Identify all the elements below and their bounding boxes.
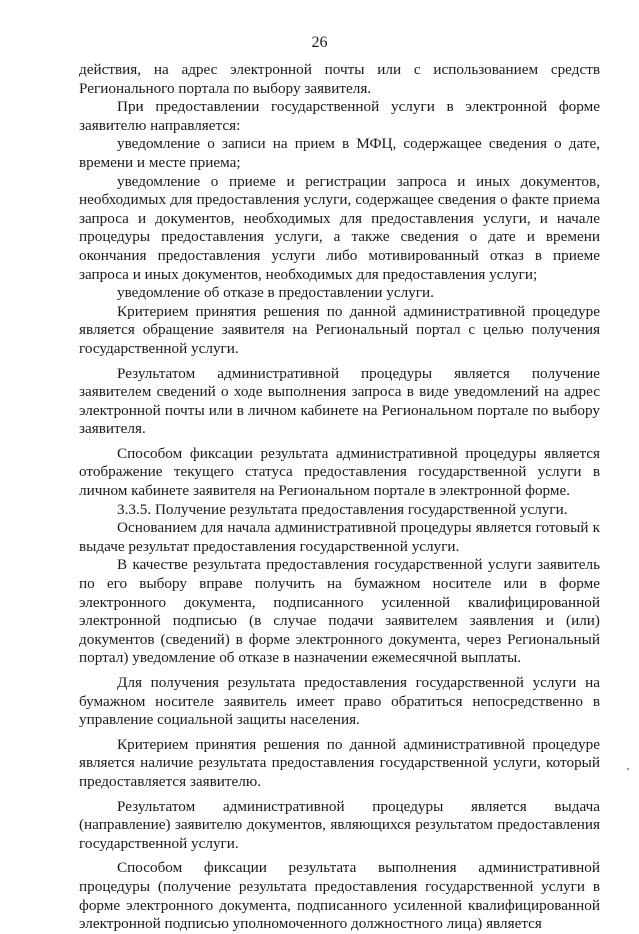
paragraph: Способом фиксации результата выполнения административной процедуры (получение результата предоставления государственной услуги в форме электронного документа, подписанного усиленной квалифицированной электронной подписью уполномоченного должностного лица) является: [79, 859, 600, 933]
section-heading: 3.3.5. Получение результата предоставления государственной услуги.: [117, 500, 568, 518]
page-number: 26: [311, 34, 328, 51]
paragraph: Критерием принятия решения по данной административной процедуре является обращение заявителя на Региональный портал с целью получения государственной услуги.: [79, 302, 600, 357]
paragraph: Результатом административной процедуры является выдача (направление) заявителю документов, являющихся результатом предоставления государственной услуги.: [79, 797, 600, 852]
paragraph: При предоставлении государственной услуги в электронной форме заявителю направляется:: [79, 98, 600, 134]
paragraph: уведомление о записи на прием в МФЦ, содержащее сведения о дате, времени и месте приема;: [79, 135, 600, 171]
paragraph: Для получения результата предоставления государственной услуги на бумажном носителе заявитель имеет право обратиться непосредственно в управление социальной защиты населения.: [79, 674, 600, 729]
paragraph: Основанием для начала административной процедуры является готовый к выдаче результат предоставления государственной услуги.: [79, 519, 600, 555]
paragraph: Результатом административной процедуры является получение заявителем сведений о ходе выполнения запроса в виде уведомлений на адрес электронной почты или в личном кабинете на Региональном портале по выбору заявителя.: [79, 364, 600, 438]
paragraph: Способом фиксации результата административной процедуры является отображение текущего статуса предоставления государственной услуги в личном кабинете заявителя на Региональном портале в электронной форме.: [79, 444, 600, 500]
scan-speck: [627, 768, 629, 770]
paragraph: уведомление об отказе в предоставлении услуги.: [117, 284, 434, 302]
paragraph: В качестве результата предоставления государственной услуги заявитель по его выбору вправе получить на бумажном носителе или в форме электронного документа, подписанного усиленной квалифицированной электронной подписью (в случае подачи заявителем заявления и (или) документов (сведений) в форме электронного документа, через Региональный портал) уведомление об отказе в назначении ежемесячной выплаты.: [79, 556, 600, 667]
body-text: [79, 61, 600, 934]
paragraph: Критерием принятия решения по данной административной процедуре является наличие результата предоставления государственной услуги, который предоставляется заявителю.: [79, 735, 600, 790]
paragraph: уведомление о приеме и регистрации запроса и иных документов, необходимых для предоставления услуги, содержащее сведения о факте приема запроса и документов, необходимых для предоставления услуги, и начале процедуры предоставления услуги, а также сведения о дате и времени окончания предоставления услуги либо мотивированный отказ в приеме запроса и иных документов, необходимых для предоставления услуги;: [79, 172, 600, 283]
paragraph-continuation: действия, на адрес электронной почты или с использованием средств Регионального портала по выбору заявителя.: [79, 61, 600, 97]
